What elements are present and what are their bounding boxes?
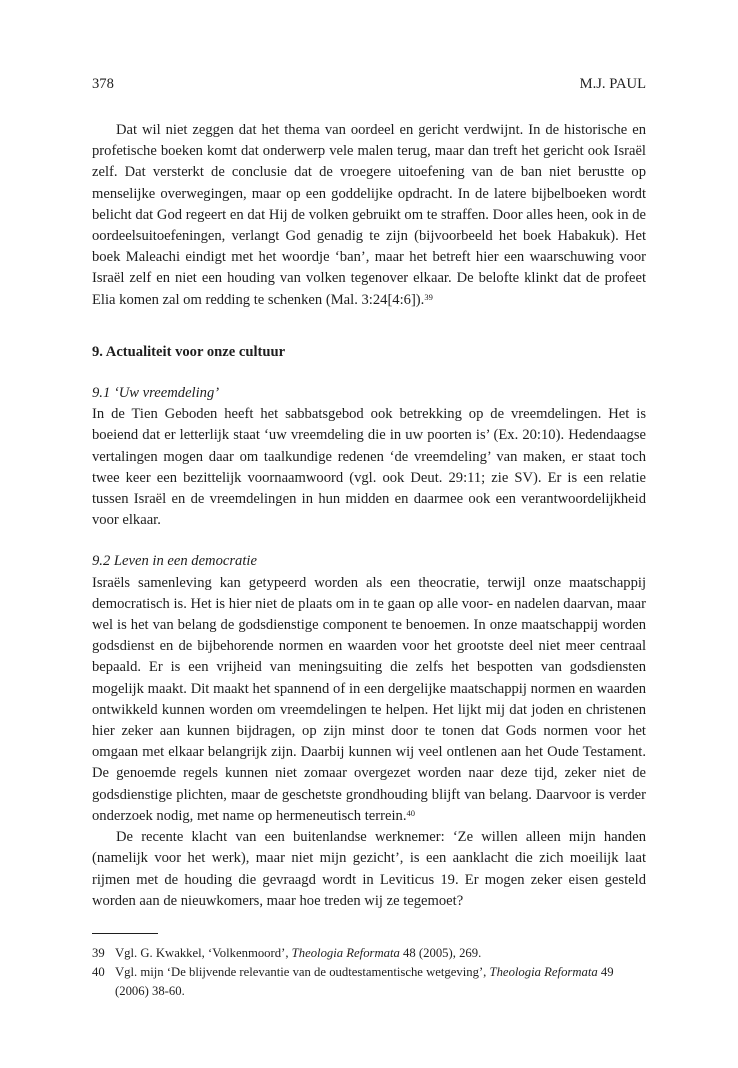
footnote-number: 40 [92,965,105,979]
section-heading: 9. Actualiteit voor onze cultuur [92,343,286,360]
subsection-9-2-text: Israëls samenleving kan getypeerd worden als een theocratie, terwijl onze maatschappij democratisch is. Het is hier niet de plaats om in te gaan op alle voor- en nadelen daarvan, maar wel is het van belang de godsdienstige component te benoemen. In onze maatschappij worden godsdienst en de bijbehorende normen en waarden voor het grootste deel niet meer centraal bepaald. Er is een vrijheid van meningsuiting die zelfs het bespotten van godsdiensten mogelijk maakt. Dit maakt het spannend of in een dergelijke maatschappij normen en waarden ontwikkeld kunnen worden om vreemdelingen te helpen. Het lijkt mij dat joden en christenen hier zeker aan kunnen bijdragen, op zijn minst door te tonen dat Gods normen voor het omgaan met elkaar belangrijk zijn. Daarbij kunnen wij veel ontlenen aan het Oude Testament. De genoemde regels kunnen niet zomaar overgezet worden naar deze tijd, zeker niet de godsdienstige plichten, maar de geschetste grondhouding blijft van belang. Daarvoor is verder onderzoek nodig, met name op hermeneutisch terrein. [92,574,646,824]
footnotes [92,944,646,1001]
footnote-39 [92,944,646,963]
footnote-text [115,944,646,963]
body-text [92,120,646,912]
footnote-ref-40[interactable]: 40 [406,807,415,818]
intro-paragraph [92,120,646,311]
running-header [92,76,646,93]
subsection-heading-9-2: 9.2 Leven in een democratie [92,553,257,570]
footnote-text-pre: Vgl. G. Kwakkel, ‘Volkenmoord’, [115,946,292,960]
footnote-divider [92,933,158,934]
footnote-journal: Theologia Reformata [291,946,400,960]
footnote-ref-39[interactable]: 39 [424,291,433,302]
subsection-9-2-paragraph [92,573,646,827]
subsection-9-2-paragraph-2: De recente klacht van een buitenlandse werknemer: ‘Ze willen alleen mijn handen (namelijk voor het werk), maar niet mijn gezicht’, is een aanklacht die zich moeilijk laat rijmen met de houding die gevraagd wordt in Leviticus 19. Er mogen zeker eisen gesteld worden aan de nieuwkomers, maar hoe treden wij ze tegemoet? [92,829,646,909]
footnote-journal: Theologia Reformata [489,965,598,979]
subsection-heading-9-1: 9.1 ‘Uw vreemdeling’ [92,385,220,402]
footnote-40 [92,963,646,1001]
footnote-number: 39 [92,946,105,960]
intro-paragraph-text: Dat wil niet zeggen dat het thema van oordeel en gericht verdwijnt. In de historische en profetische boeken komt dat onderwerp vele malen terug, maar dan treft het gericht ook Israël zelf. Dat versterkt de conclusie dat de vroegere uitoefening van de ban niet berustte op menselijke overwegingen, maar op een goddelijke opdracht. In de latere bijbelboeken wordt belicht dat God regeert en dat Hij de volken gebruikt om te straffen. Door alles heen, ook in de oordeelsuitoefeningen, verlangt God genadig te zijn (bijvoorbeeld het boek Habakuk). Het boek Maleachi eindigt met het woordje ‘ban’, maar het betreft hier een waarschuwing voor Israël zelf en niet een houding van volken tegenover elkaar. De belofte klinkt dat de profeet Elia komen zal om redding te schenken (Mal. 3:24[4:6]). [92,122,646,308]
footnote-text-post: 49 (2006) 38-60. [115,965,614,998]
subsection-9-1-paragraph: In de Tien Geboden heeft het sabbatsgebod ook betrekking op de vreemdelingen. Het is boeiend dat er letterlijk staat ‘uw vreemdeling die in uw poorten is’ (Ex. 20:10). Hedendaagse vertalingen mogen daar om taalkundige redenen ‘de vreemdeling’ van maken, er staat toch twee keer een bezittelijk voornaamwoord (vgl. ook Deut. 29:11; zie SV). Er is een relatie tussen Israël en de vreemdelingen in hun midden en daarmee ook een verantwoordelijkheid voor elkaar. [92,406,646,529]
footnote-text-pre: Vgl. mijn ‘De blijvende relevantie van de oudtestamentische wetgeving’, [115,965,490,979]
page-number: 378 [92,76,114,92]
footnote-text [115,963,646,1001]
running-author: M.J. PAUL [579,76,646,92]
footnote-text-post: 48 (2005), 269. [399,946,482,960]
